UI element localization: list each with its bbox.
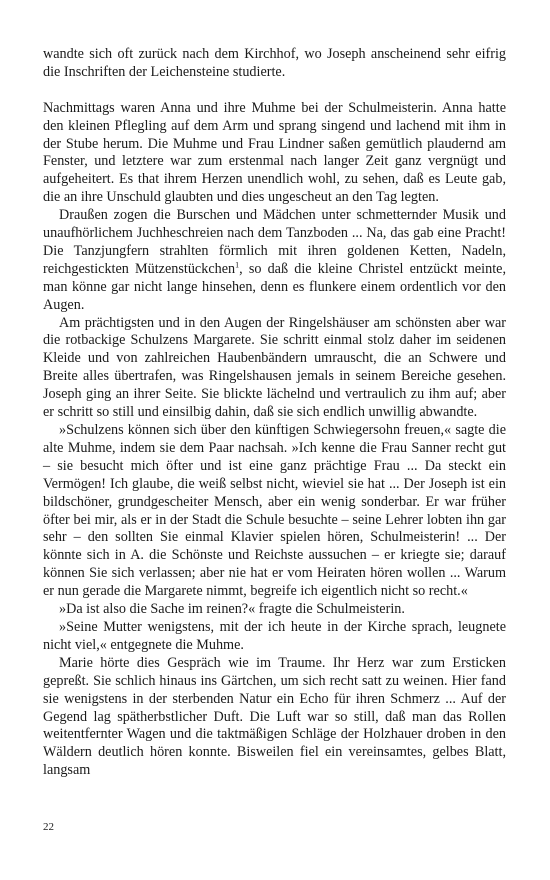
footnote-mark: 1 [235,260,240,270]
paragraph-margarete: Am prächtigsten und in den Augen der Ringelshäuser am schönsten aber war die rotbackige Schulzens Margarete. Sie schritt einmal stolz daher im seidenen Kleide und von zahlreichen Haubenbändern umrauscht, die an Schwere und Breite alles übertrafen, was Ringelshausen jemals in seinem Bereiche gesehen. Joseph ging an ihrer Seite. Sie blickte lächelnd und vertraulich zu ihm auf; aber er schritt so still und einsilbig dahin, daß sie sich endlich unwillig abwandte. [43,314,506,421]
page-number: 22 [43,821,54,833]
paragraph-answer: »Seine Mutter wenigstens, mit der ich heute in der Kirche sprach, leugnete nicht viel,« entgegnete die Muhme. [43,618,506,653]
paragraph-continuation: wandte sich oft zurück nach dem Kirchhof, wo Joseph anscheinend sehr eifrig die Inschriften der Leichensteine studierte. [43,46,506,80]
body-text [43,46,506,780]
paragraph-text: Draußen zogen die Burschen und Mädchen unter schmetternder Musik und unaufhörlichem Juchheschreien nach dem Tanzboden ... Na, das gab eine Pracht! Die Tanzjungfern strahlten förmlich mit ihren goldenen Ketten, Nadeln, reichgestickten Mützenstückchen [43,207,506,277]
paragraph-question: »Da ist also die Sache im reinen?« fragte die Schulmeisterin. [59,601,405,618]
paragraph-text-after: , so daß die kleine Christel entzückt meinte, man könne gar nicht lange hinsehen, denn es flunkere einem ordentlich vor den Augen. [43,260,506,313]
paragraph-nachmittags: Nachmittags waren Anna und ihre Muhme bei der Schulmeisterin. Anna hatte den kleinen Pflegling auf dem Arm und sprang singend und lachend mit ihm in der Stube herum. Die Muhme und Frau Lindner saßen gemütlich plaudernd am Fenster, und letztere war zum erstenmal nach langer Zeit ganz vergnügt und aufgeheitert. Es that ihrem Herzen unendlich wohl, zu sehen, daß es Leute gab, die an ihre Unschuld glaubten und dies ungescheut an den Tag legten. [43,99,506,206]
paragraph-marie: Marie hörte dies Gespräch wie im Traume. Ihr Herz war zum Ersticken gepreßt. Sie schlich hinaus ins Gärtchen, um sich recht satt zu weinen. Hier fand sie wenigstens in der sterbenden Natur ein Echo für ihren Schmerz ... Auf der Gegend lag spätherbstlicher Duft. Die Luft war so still, daß man das Rollen weitentfernter Wagen und die taktmäßigen Schläge der Holzhauer droben in den Wäldern deutlich hören konnte. Bisweilen fiel ein vereinsamtes, gelbes Blatt, langsam [43,654,506,779]
paragraph-muhme-speech: »Schulzens können sich über den künftigen Schwiegersohn freuen,« sagte die alte Muhme, indem sie dem Paar nachsah. »Ich kenne die Frau Sanner recht gut – sie besucht mich öfter und ist eine ganz prächtige Frau ... Da steckt ein Vermögen! Ich glaube, die weiß selbst nicht, wieviel sie hat ... Der Joseph ist ein bildschöner, grundgescheiter Mensch, aber ein wenig sonderbar. Er war früher öfter bei mir, als er in der Stadt die Schule besuchte – seine Lehrer lobten ihn gar sehr – den sollten Sie einmal Klavier spielen hören, Schulmeisterin! ... Der könnte sich in A. die Schönste und Reichste aussuchen – er kriegte sie; darauf können Sie sich verlassen; aber nie hat er vom Heiraten hören wollen ... Warum er nun gerade die Margarete nimmt, begreife ich eigentlich nicht so recht.« [43,422,506,600]
paragraph-draussen [43,207,506,314]
